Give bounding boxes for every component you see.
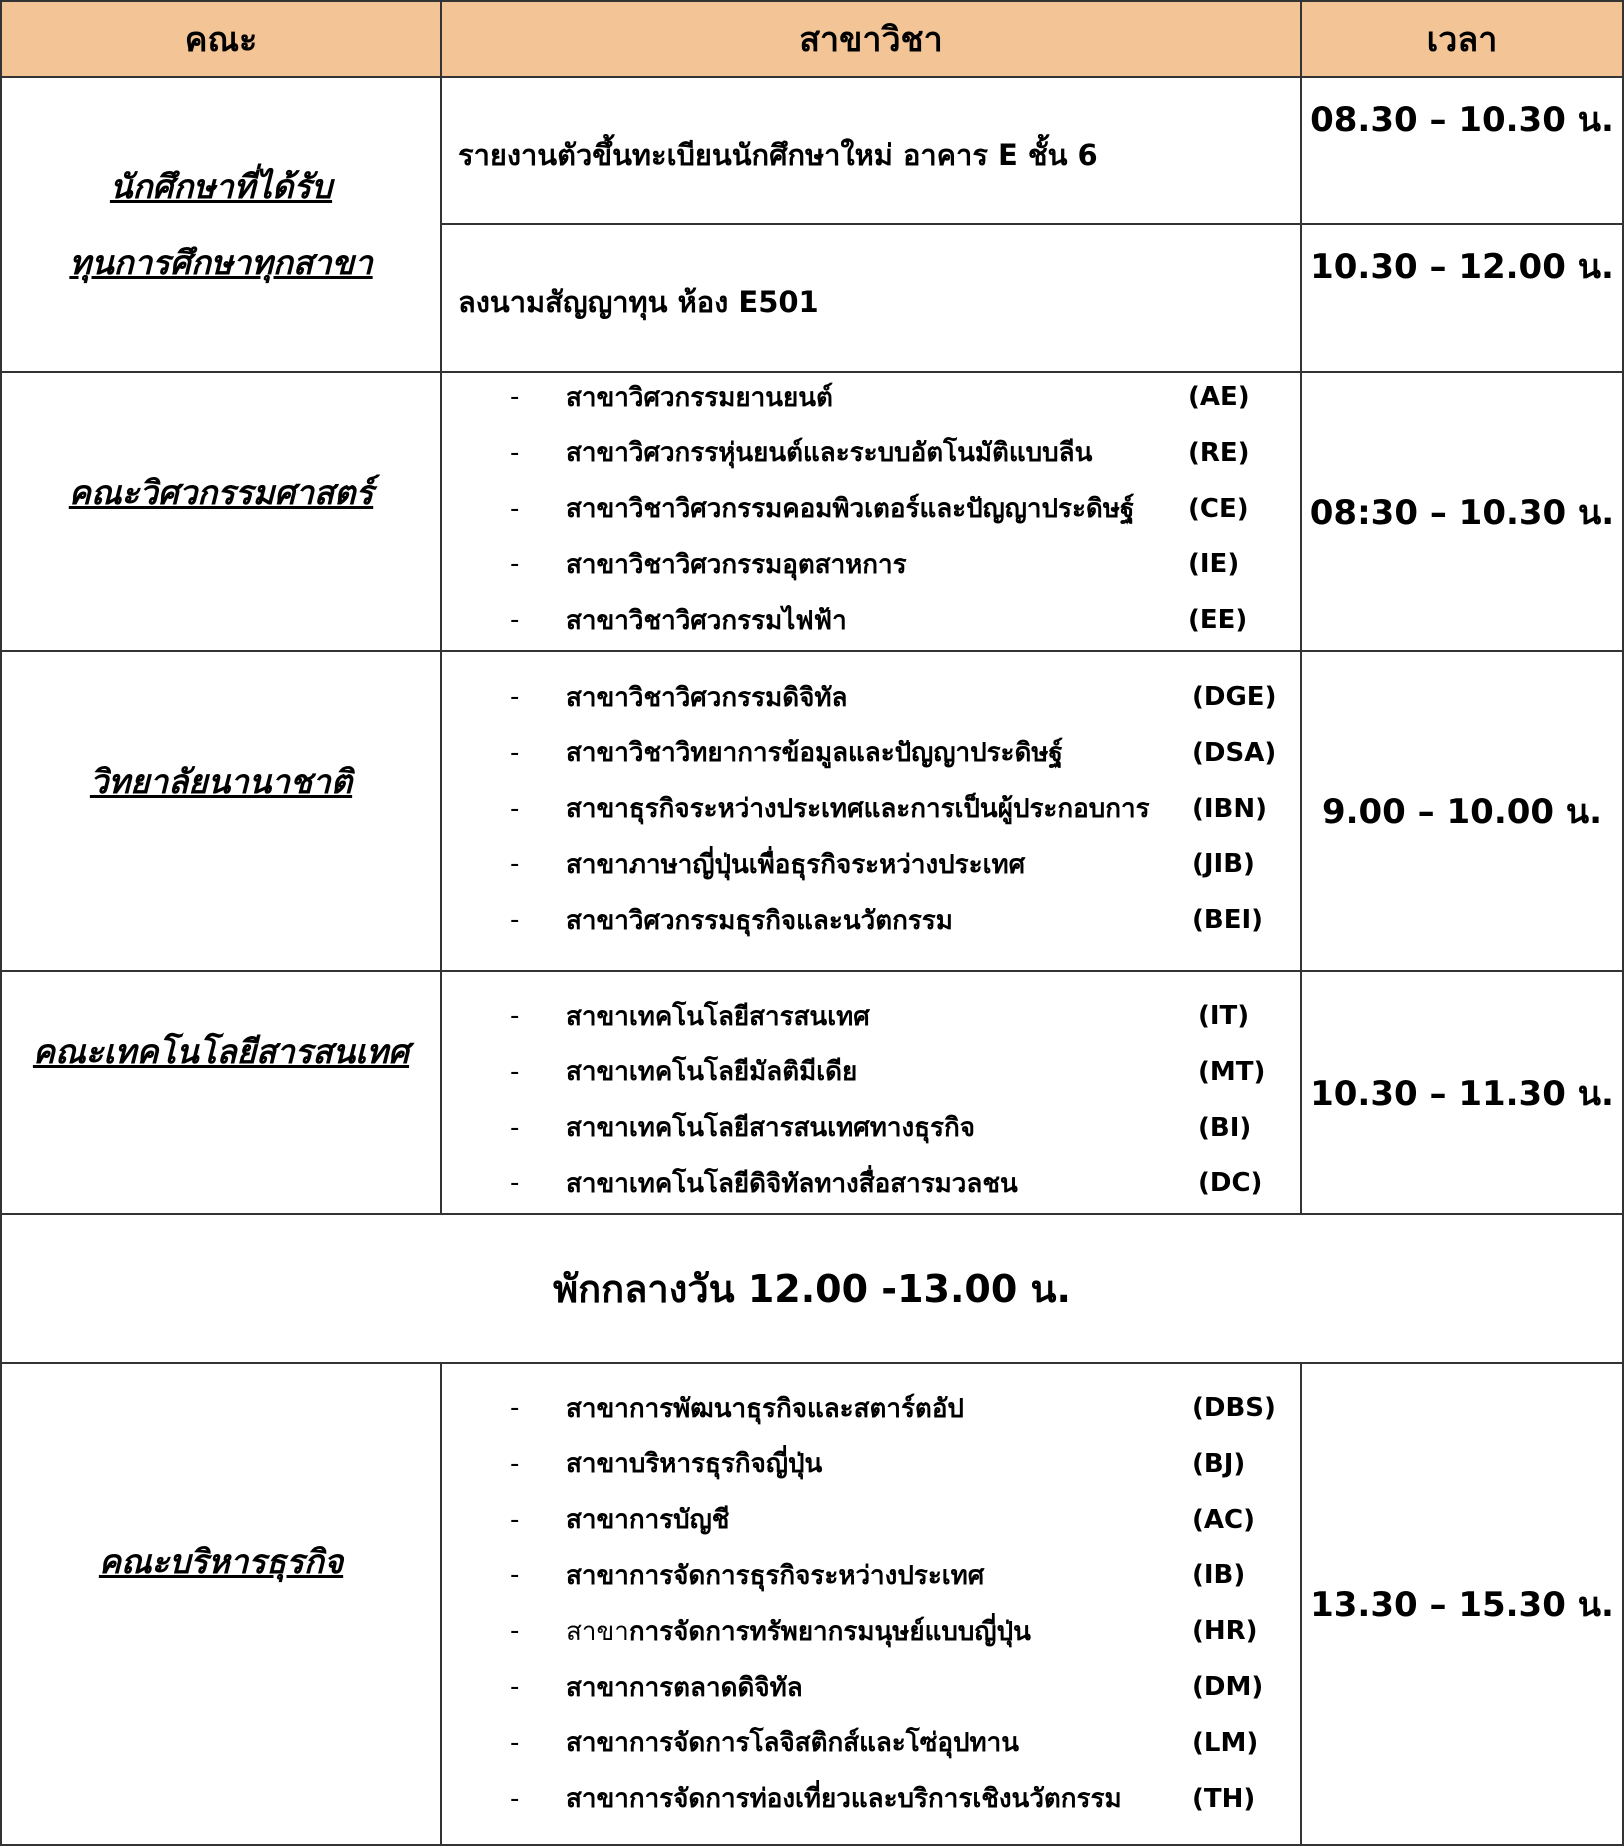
major-name: [566, 677, 847, 718]
major-name-text: สาขาการตลาดดิจิทัล: [566, 1672, 803, 1703]
major-name: [566, 544, 907, 585]
faculty-engineering: คณะวิศวกรรมศาสตร์: [0, 371, 442, 652]
major-name: [566, 1107, 975, 1148]
list-dash: -: [510, 437, 520, 468]
list-dash: -: [510, 1112, 520, 1143]
business-major-row: [0, 1547, 1300, 1603]
list-dash: -: [510, 605, 520, 636]
scholarship-row2-time: 10.30 – 12.00 น.: [1300, 223, 1624, 373]
business-major-row: [0, 1436, 1300, 1492]
list-dash: -: [510, 1560, 520, 1591]
it-major-row: [0, 1044, 1300, 1100]
list-dash: -: [510, 1783, 520, 1814]
list-dash: -: [510, 905, 520, 936]
major-name: [566, 844, 1025, 885]
major-name: [566, 1778, 1122, 1819]
list-dash: -: [510, 737, 520, 768]
major-code: (LM): [1192, 1727, 1259, 1758]
major-name-text: สาขาเทคโนโลยีสารสนเทศทางธุรกิจ: [566, 1113, 975, 1144]
engineering-major-row: [0, 481, 1300, 537]
major-name-text: สาขาภาษาญี่ปุ่นเพื่อธุรกิจระหว่างประเทศ: [566, 849, 1026, 880]
engineering-major-row: [0, 592, 1300, 648]
major-code: (IBN): [1192, 793, 1268, 824]
scholarship-row1-time: 08.30 – 10.30 น.: [1300, 76, 1624, 225]
major-name-text: สาขาวิชาวิศวกรรมไฟฟ้า: [566, 605, 847, 636]
major-code: (DGE): [1192, 682, 1277, 712]
list-dash: -: [510, 1168, 520, 1199]
list-dash: -: [510, 1672, 520, 1702]
major-code: (AC): [1192, 1504, 1255, 1535]
list-dash: -: [510, 1504, 520, 1535]
business-time: 13.30 – 15.30 น.: [1300, 1362, 1624, 1846]
business-major-row: [0, 1771, 1300, 1827]
scholarship-row1-text: รายงานตัวขึ้นทะเบียนนักศึกษาใหม่ อาคาร E ชั้น 6: [458, 138, 1098, 172]
it-time: 10.30 – 11.30 น.: [1300, 970, 1624, 1215]
major-code: (EE): [1188, 605, 1248, 636]
list-dash: -: [510, 849, 520, 880]
major-code: (DC): [1198, 1168, 1263, 1199]
business-major-row: [0, 1492, 1300, 1548]
major-name-text: สาขาวิชาวิศวกรรมดิจิทัล: [566, 682, 848, 713]
major-code: (DM): [1192, 1672, 1264, 1702]
major-name-text: สาขาวิชาวิศวกรรมอุตสาหการ: [566, 549, 907, 580]
major-name-text: สาขาเทคโนโลยีมัลติมีเดีย: [566, 1057, 858, 1088]
international-major-row: [0, 725, 1300, 781]
scholarship-row2-text: ลงนามสัญญาทุน ห้อง E501: [458, 285, 819, 319]
faculty-it: คณะเทคโนโลยีสารสนเทศ: [0, 970, 442, 1215]
international-major-row: [0, 892, 1300, 948]
engineering-major-row: [0, 425, 1300, 481]
list-dash: -: [510, 382, 520, 412]
list-dash: -: [510, 1448, 520, 1479]
list-dash: -: [510, 1056, 520, 1087]
business-major-row: [0, 1603, 1300, 1659]
major-code: (IT): [1198, 1001, 1250, 1031]
major-name-text: สาขาการพัฒนาธุรกิจและสตาร์ตอัป: [566, 1393, 964, 1424]
it-major-row: [0, 1100, 1300, 1156]
major-name-text: สาขาธุรกิจระหว่างประเทศและการเป็นผู้ประกอบการ: [566, 794, 1150, 825]
major-name: [566, 1555, 984, 1596]
major-name: [566, 788, 1150, 829]
major-name: [566, 900, 953, 941]
major-code: (BEI): [1192, 905, 1264, 936]
it-major-row: [0, 1155, 1300, 1211]
major-name-text: สาขาบริหารธุรกิจญี่ปุ่น: [566, 1449, 823, 1480]
major-code: (CE): [1188, 493, 1249, 524]
major-name-text: สาขาวิศวกรรมยานยนต์: [566, 382, 833, 413]
engineering-major-row: [0, 369, 1300, 425]
major-name-text: สาขาการบัญชี: [566, 1505, 730, 1536]
major-name: [566, 1051, 857, 1092]
list-dash: -: [510, 793, 520, 824]
lunch-break-row: พักกลางวัน 12.00 -13.00 น.: [0, 1213, 1624, 1364]
list-dash: -: [510, 682, 520, 712]
major-name: [566, 1667, 803, 1708]
major-name-text: สาขาเทคโนโลยีดิจิทัลทางสื่อสารมวลชน: [566, 1168, 1018, 1199]
faculty-scholarship-line2: ทุนการศึกษาทุกสาขา: [69, 242, 373, 282]
it-major-row: [0, 988, 1300, 1044]
major-name: [566, 1388, 964, 1429]
major-code: (HR): [1192, 1616, 1258, 1647]
major-code: (AE): [1188, 382, 1250, 412]
major-name-text: สาขาวิศวกรรหุ่นยนต์และระบบอัตโนมัติแบบลีน: [566, 438, 1093, 469]
major-name: [566, 732, 1063, 773]
major-name: [566, 600, 847, 641]
major-name-text: สาขาวิศวกรรมธุรกิจและนวัตกรรม: [566, 905, 953, 936]
international-major-row: [0, 781, 1300, 837]
major-code: (BI): [1198, 1112, 1252, 1143]
business-major-row: [0, 1715, 1300, 1771]
international-time: 9.00 – 10.00 น.: [1300, 650, 1624, 972]
business-major-row: [0, 1659, 1300, 1715]
major-name: [566, 996, 870, 1037]
faculty-business: คณะบริหารธุรกิจ: [0, 1362, 442, 1846]
list-dash: -: [510, 1727, 520, 1758]
major-name-prefix: สาขา: [566, 1616, 629, 1647]
major-name-text: สาขาวิชาวิศวกรรมคอมพิวเตอร์และปัญญาประดิษฐ์: [566, 494, 1135, 525]
major-code: (TH): [1192, 1783, 1256, 1814]
engineering-major-row: [0, 536, 1300, 592]
major-name-text: การจัดการทรัพยากรมนุษย์แบบญี่ปุ่น: [628, 1616, 1031, 1647]
major-name: [566, 1443, 822, 1484]
major-name: [566, 1722, 1019, 1763]
major-name-text: สาขาการจัดการธุรกิจระหว่างประเทศ: [566, 1560, 985, 1591]
major-code: (RE): [1188, 437, 1250, 468]
engineering-time: 08:30 – 10.30 น.: [1300, 371, 1624, 652]
list-dash: -: [510, 493, 520, 524]
major-name: [566, 1499, 729, 1540]
header-time: เวลา: [1300, 0, 1624, 78]
major-code: (DBS): [1192, 1393, 1276, 1423]
list-dash: -: [510, 1001, 520, 1031]
list-dash: -: [510, 549, 520, 580]
major-code: (IB): [1192, 1560, 1246, 1591]
list-dash: -: [510, 1393, 520, 1423]
major-name: [566, 432, 1092, 473]
major-code: (JIB): [1192, 849, 1255, 880]
major-name-text: สาขาการจัดการโลจิสติกส์และโซ่อุปทาน: [566, 1728, 1019, 1759]
international-major-row: [0, 836, 1300, 892]
major-name: [566, 1163, 1018, 1204]
header-faculty: คณะ: [0, 0, 442, 78]
major-name: [566, 1611, 1031, 1652]
major-code: (DSA): [1192, 737, 1277, 768]
major-name: [566, 377, 833, 418]
major-name-text: สาขาวิชาวิทยาการข้อมูลและปัญญาประดิษฐ์: [566, 738, 1063, 769]
header-major: สาขาวิชา: [440, 0, 1302, 78]
faculty-scholarship-line1: นักศึกษาที่ได้รับ: [109, 166, 333, 206]
international-major-row: [0, 669, 1300, 725]
major-name: [566, 488, 1134, 529]
major-code: (IE): [1188, 549, 1240, 580]
faculty-international: วิทยาลัยนานาชาติ: [0, 650, 442, 972]
list-dash: -: [510, 1616, 520, 1647]
major-code: (MT): [1198, 1056, 1266, 1087]
major-code: (BJ): [1192, 1448, 1246, 1479]
business-major-row: [0, 1380, 1300, 1436]
major-name-text: สาขาการจัดการท่องเที่ยวและบริการเชิงนวัตกรรม: [566, 1784, 1122, 1815]
major-name-text: สาขาเทคโนโลยีสารสนเทศ: [566, 1001, 870, 1032]
